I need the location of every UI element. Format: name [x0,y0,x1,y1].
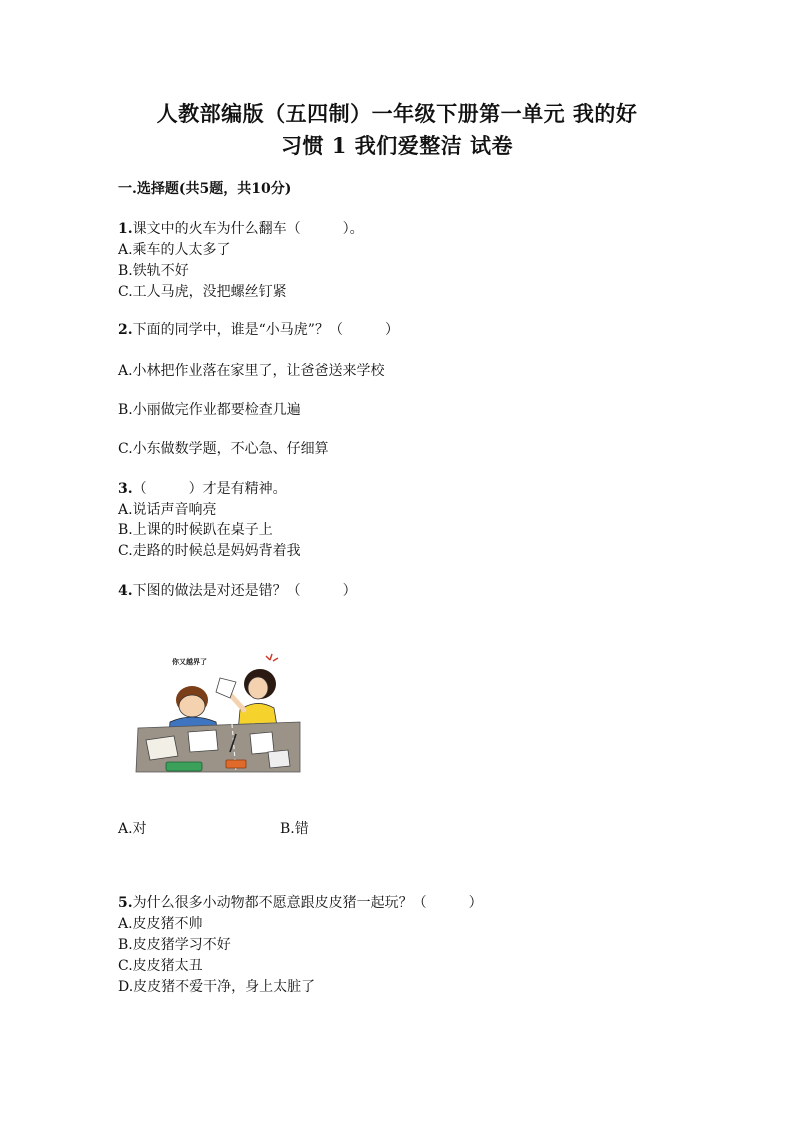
question-number: 2. [118,322,133,338]
q4-option-a: A.对 [118,821,147,837]
question-text: 下面的同学中，谁是“小马虎”？（ ） [132,322,399,338]
section-heading: 一.选择题(共5题，共10分) [118,181,292,197]
q5-option-c: C.皮皮猪太丑 [118,958,203,974]
pencil-case [166,762,202,771]
speech-bubble-text: 你又越界了 [172,659,207,666]
q5-option-d: D.皮皮猪不爱干净，身上太脏了 [118,979,316,995]
q3-option-a: A.说话声音响亮 [118,502,217,518]
eraser [226,760,246,768]
question-2-stem [118,319,399,339]
notebook [268,750,290,768]
q2-option-b: B.小丽做完作业都要检查几遍 [118,402,301,418]
question-text: 为什么很多小动物都不愿意跟皮皮猪一起玩？（ ） [132,895,483,911]
question-5-stem [118,892,483,912]
question-1-stem [118,218,364,238]
question-number: 5. [118,895,133,911]
q1-option-a: A.乘车的人太多了 [118,242,231,258]
q5-option-b: B.皮皮猪学习不好 [118,937,231,953]
q4-option-b: B.错 [280,821,309,837]
question-number: 1. [118,221,133,237]
open-book [146,736,178,760]
q3-option-c: C.走路的时候总是妈妈背着我 [118,543,301,559]
anger-mark [266,654,278,661]
question-4-stem [118,580,357,600]
q3-option-b: B.上课的时候趴在桌子上 [118,522,273,538]
question-text: （ ）才是有精神。 [132,481,287,497]
classroom-desk-illustration [132,648,302,776]
boy-paper [188,730,218,752]
page-title-line-1: 人教部编版（五四制）一年级下册第一单元 我的好 [156,101,638,126]
question-text: 课文中的火车为什么翻车（ ）。 [132,221,364,237]
q2-option-c: C.小东做数学题，不心急、仔细算 [118,441,329,457]
question-number: 4. [118,583,133,599]
boy-face [179,695,205,717]
q2-option-a: A.小林把作业落在家里了，让爸爸送来学校 [118,363,385,379]
question-number: 3. [118,481,133,497]
page-title-line-2: 习惯 1 我们爱整洁 试卷 [280,133,514,158]
q1-option-c: C.工人马虎，没把螺丝钉紧 [118,284,287,300]
question-3-stem [118,478,287,498]
q5-option-a: A.皮皮猪不帅 [118,916,203,932]
girl-paper [250,732,274,754]
q1-option-b: B.铁轨不好 [118,263,189,279]
girl-face [248,677,268,699]
question-text: 下图的做法是对还是错？（ ） [132,583,357,599]
